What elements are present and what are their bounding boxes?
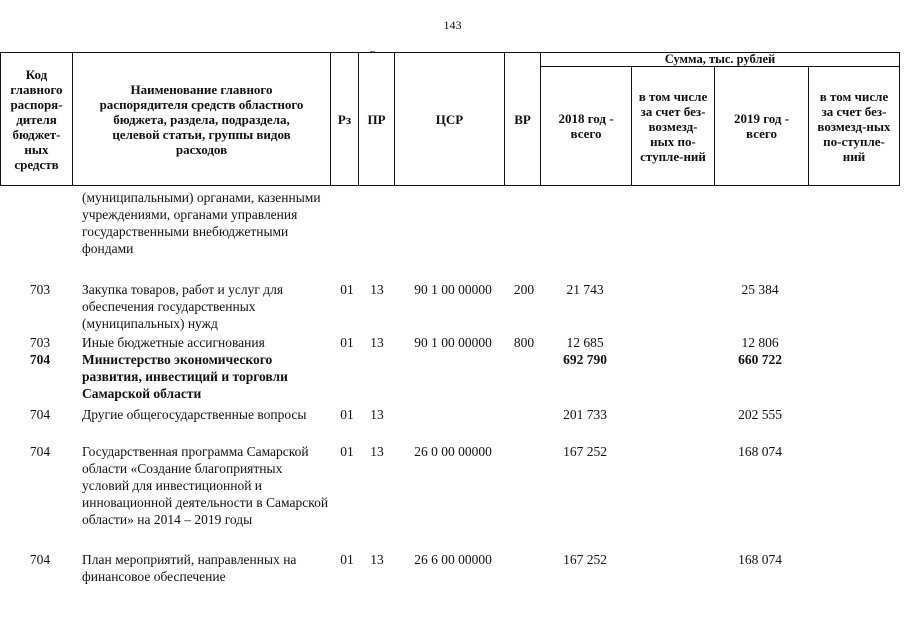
row-2018-total: 21 743 (566, 282, 604, 297)
header-2019-free: в том числе за счет без-возмезд-ных по-ступле-ний (817, 88, 891, 164)
header-rz: Рз (337, 111, 352, 127)
row-csr: 26 6 00 00000 (414, 552, 492, 567)
row-2019-total: 660 722 (738, 352, 782, 367)
row-name: (муниципальными) органами, казенными учреждениями, органами управления государственными внебюджетными фондами (82, 190, 321, 256)
row-csr: 26 0 00 00000 (414, 444, 492, 459)
row-2018-total: 12 685 (566, 335, 604, 350)
row-name: План мероприятий, направленных на финансовое обеспечение (82, 552, 297, 584)
row-2018-total: 167 252 (563, 552, 607, 567)
row-2019-total: 168 074 (738, 552, 782, 567)
row-pr: 13 (370, 444, 384, 459)
row-name: Государственная программа Самарской области «Создание благоприятных условий для инвестиционной и инновационной деятельности в Самарской области» на 2014 – 2019 годы (82, 444, 329, 527)
row-name: Иные бюджетные ассигнования (82, 335, 265, 350)
row-vr: 800 (513, 335, 535, 350)
row-csr: 90 1 00 00000 (414, 282, 492, 297)
row-rz: 01 (340, 444, 354, 459)
row-csr: 90 1 00 00000 (414, 335, 492, 350)
col-divider (899, 52, 900, 186)
header-pr: ПР (367, 111, 386, 127)
row-pr: 13 (370, 552, 384, 567)
row-2018-total: 692 790 (563, 352, 607, 367)
scan-mark: – (370, 46, 375, 57)
row-2019-total: 12 806 (741, 335, 779, 350)
header-csr: ЦСР (435, 111, 464, 127)
row-pr: 13 (370, 407, 384, 422)
row-name: Министерство экономического развития, инвестиций и торговли Самарской области (82, 352, 288, 401)
header-2019-total: 2019 год - всего (733, 111, 790, 141)
row-rz: 01 (340, 407, 354, 422)
row-name: Закупка товаров, работ и услуг для обеспечения государственных (муниципальных) нужд (82, 282, 284, 331)
row-2019-total: 202 555 (738, 407, 782, 422)
header-code: Код главного распоря-дителя бюджет-ных средств (10, 66, 63, 172)
row-code: 704 (29, 352, 51, 367)
row-name: Другие общегосударственные вопросы (82, 407, 307, 422)
row-pr: 13 (370, 282, 384, 297)
row-code: 704 (29, 407, 51, 422)
row-2018-total: 167 252 (563, 444, 607, 459)
header-sum-group: Сумма, тыс. рублей (664, 51, 776, 66)
header-vr: ВР (514, 111, 531, 127)
table-header (0, 46, 900, 186)
row-rz: 01 (340, 552, 354, 567)
row-rz: 01 (340, 282, 354, 297)
row-code: 703 (29, 335, 51, 350)
header-bottom-border (0, 185, 900, 186)
row-2019-total: 25 384 (741, 282, 779, 297)
row-vr: 200 (513, 282, 535, 297)
row-pr: 13 (370, 335, 384, 350)
row-code: 704 (29, 552, 51, 567)
row-rz: 01 (340, 335, 354, 350)
header-2018-free: в том числе за счет без-возмезд-ных по-ступле-ний (638, 88, 708, 164)
row-2019-total: 168 074 (738, 444, 782, 459)
row-code: 704 (29, 444, 51, 459)
row-code: 703 (29, 282, 51, 297)
header-name: Наименование главного распорядителя средств областного бюджета, раздела, подраздела, целевой статьи, группы видов расходов (99, 81, 304, 157)
row-2018-total: 201 733 (563, 407, 607, 422)
page-number: 143 (443, 18, 462, 32)
header-2018-total: 2018 год - всего (558, 111, 614, 141)
